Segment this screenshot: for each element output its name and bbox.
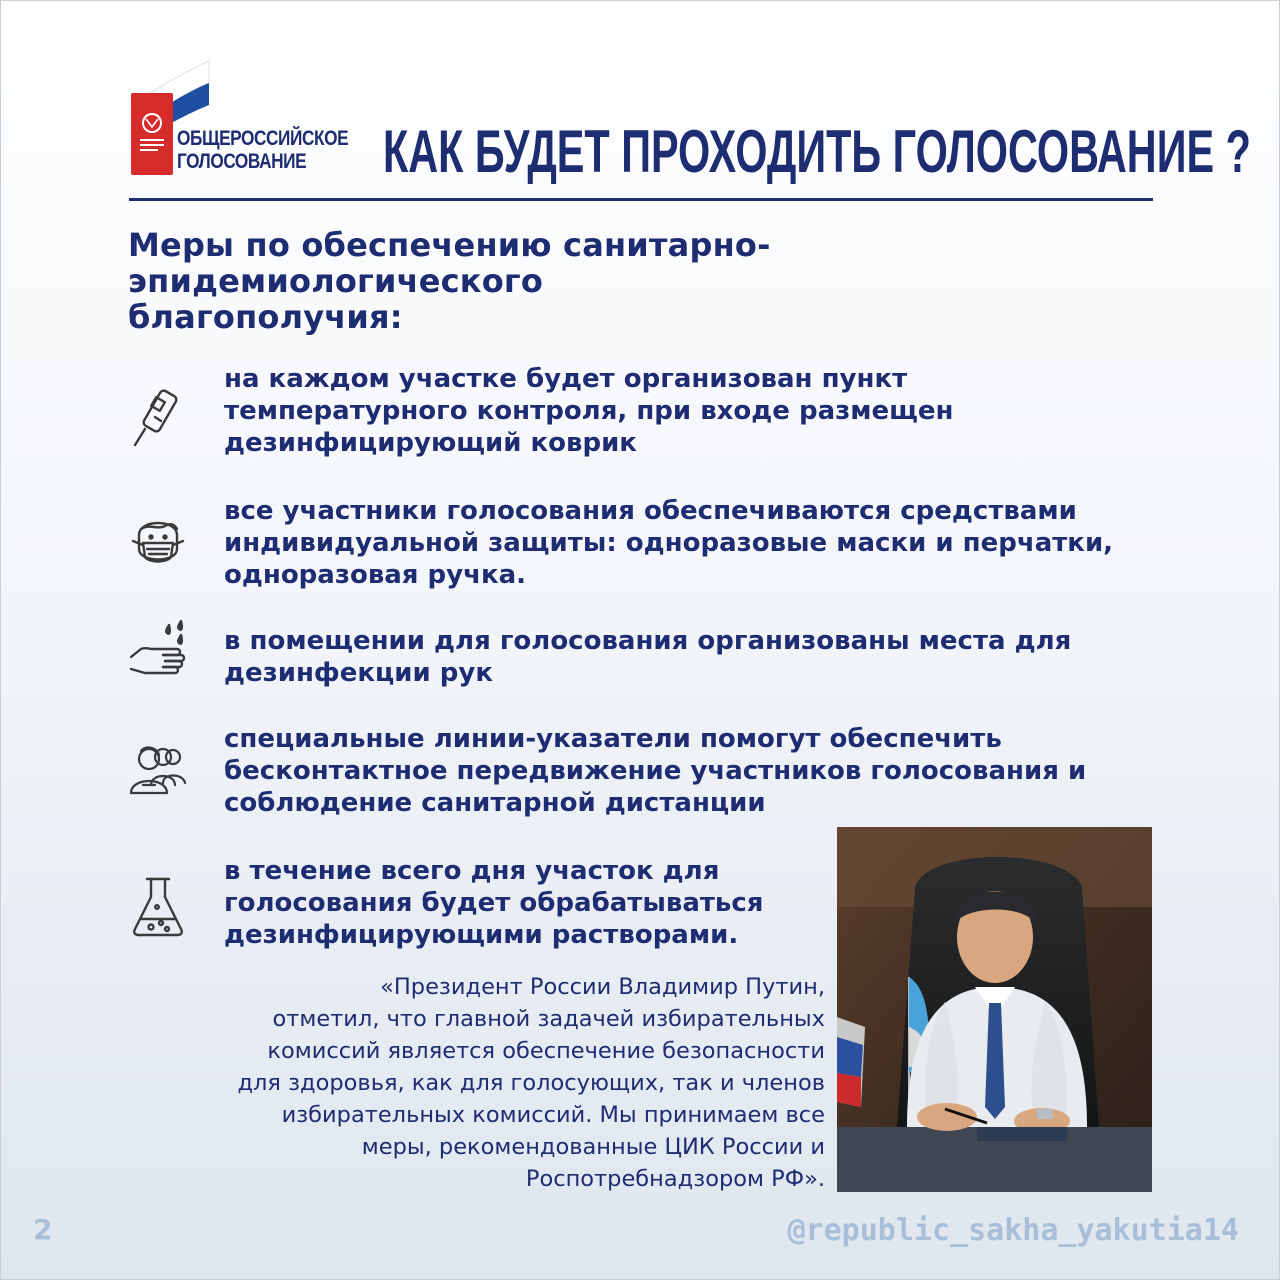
- page-number: 2: [33, 1213, 53, 1246]
- section-title: Меры по обеспечению санитарно-эпидемиологического благополучия:: [128, 226, 771, 336]
- people-icon: [127, 739, 189, 801]
- item-text: в течение всего дня участок для голосования будет обрабатываться дезинфицирующими растворами.: [224, 856, 764, 950]
- page-title: КАК БУДЕТ ПРОХОДИТЬ ГОЛОСОВАНИЕ ?: [383, 118, 1251, 185]
- quote-text: «Президент России Владимир Путин, отметил, что главной задачей избирательных комиссий является обеспечение безопасности для здоровья, как для голосующих, так и членов избирательных комиссий. Мы принимаем все меры, рекомендованные ЦИК России и Роспотребнадзором РФ».: [237, 974, 825, 1192]
- item-text: все участники голосования обеспечиваются средствами индивидуальной защиты: одноразовые маски и перчатки, одноразовая ручка.: [224, 496, 1114, 590]
- title-divider: [129, 198, 1153, 201]
- thermometer-icon: [127, 387, 189, 449]
- flask-icon: [127, 875, 189, 937]
- item-text: специальные линии-указатели помогут обеспечить бесконтактное передвижение участников голосования и соблюдение санитарной дистанции: [224, 724, 1087, 818]
- item-text: на каждом участке будет организован пункт температурного контроля, при входе размещен дезинфицирующий коврик: [224, 364, 954, 458]
- face-mask-icon: [127, 509, 189, 571]
- logo: [127, 53, 349, 183]
- hand-sanitizer-icon: [127, 619, 189, 681]
- social-handle: @republic_sakha_yakutia14: [787, 1213, 1239, 1248]
- item-text: в помещении для голосования организованы места для дезинфекции рук: [224, 626, 1072, 688]
- logo-text: [177, 127, 348, 173]
- logo-line-1: ОБЩЕРОССИЙСКОЕ: [177, 127, 349, 150]
- logo-line-2: ГОЛОСОВАНИЕ: [177, 150, 307, 173]
- official-portrait-photo: [837, 827, 1152, 1192]
